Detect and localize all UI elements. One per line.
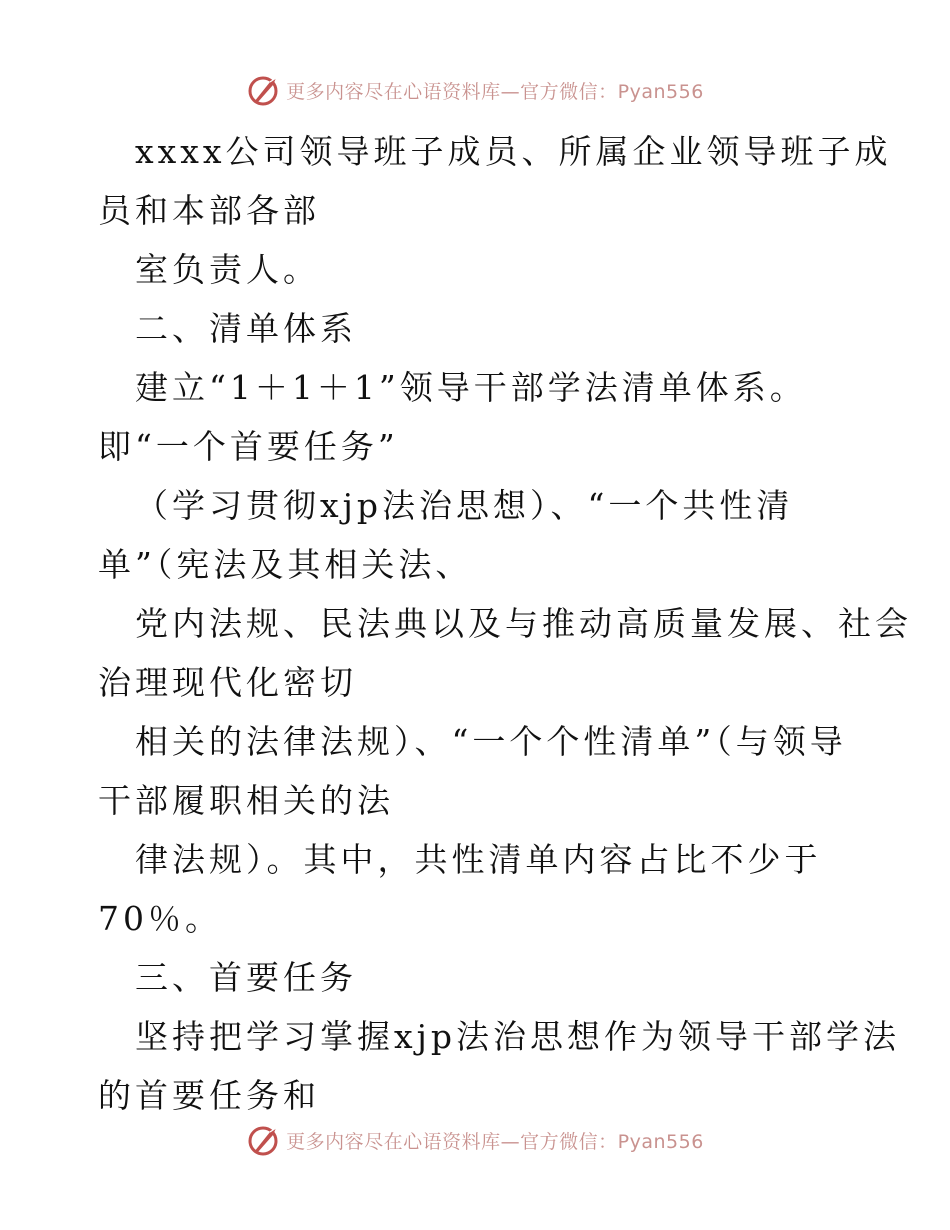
text-line: （学习贯彻xjp法治思想）、“一个共性清 — [135, 486, 794, 525]
text-line: 律法规）。其中，共性清单内容占比不少于 — [135, 840, 822, 879]
quill-pen-logo-icon — [246, 72, 282, 108]
text-line: 70％。 — [98, 899, 222, 938]
banner-text: 更多内容尽在心语资料库—官方微信：Pyan556 — [286, 1130, 704, 1153]
footer-banner — [0, 1118, 950, 1162]
text-line: 干部履职相关的法 — [98, 781, 394, 820]
text-line: 三、首要任务 — [135, 958, 357, 997]
quill-pen-logo-icon — [246, 1122, 282, 1158]
text-line: 坚持把学习掌握xjp法治思想作为领导干部学法 — [135, 1017, 900, 1056]
text-line: 即“一个首要任务” — [98, 427, 399, 466]
text-line: 相关的法律法规）、“一个个性清单”（与领导 — [135, 722, 847, 761]
header-banner — [0, 68, 950, 112]
text-line: 的首要任务和 — [98, 1076, 320, 1115]
text-line: 二、清单体系 — [135, 309, 357, 348]
text-line: 员和本部各部 — [98, 191, 320, 230]
text-line: 室负责人。 — [135, 250, 320, 289]
text-line: 党内法规、民法典以及与推动高质量发展、社会 — [135, 604, 912, 643]
text-line: 建立“1＋1＋1”领导干部学法清单体系。 — [135, 368, 807, 407]
text-line: xxxx公司领导班子成员、所属企业领导班子成 — [135, 132, 892, 171]
banner-text: 更多内容尽在心语资料库—官方微信：Pyan556 — [286, 80, 704, 103]
text-line: 单”（宪法及其相关法、 — [98, 545, 473, 584]
text-line: 治理现代化密切 — [98, 663, 357, 702]
document-body — [98, 122, 912, 1125]
